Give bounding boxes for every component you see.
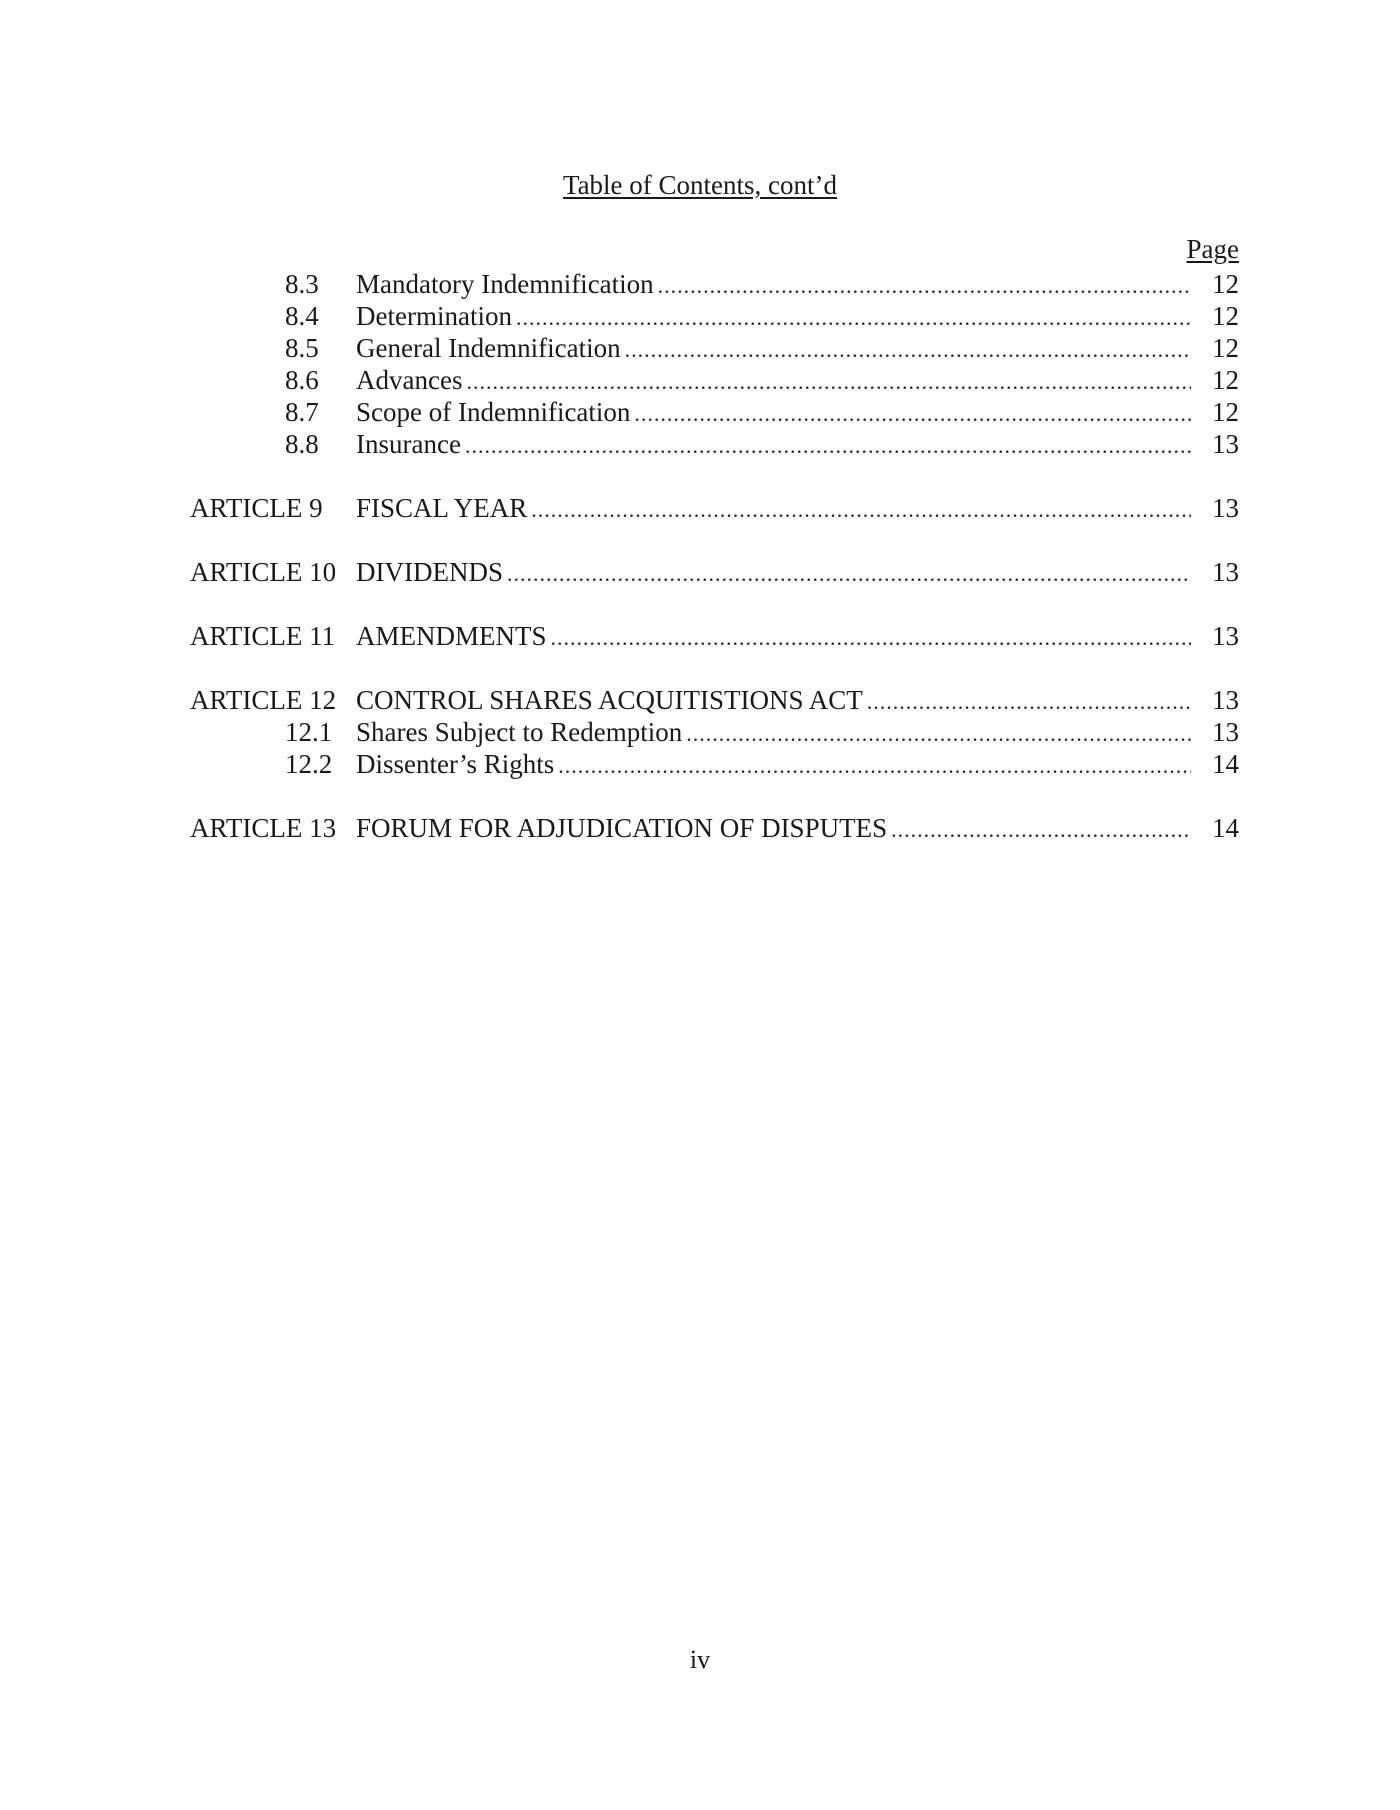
toc-entry-number: 8.4	[285, 301, 319, 331]
toc-entry-title: Determination	[356, 300, 516, 332]
page-column-header: Page	[1186, 234, 1239, 264]
toc-entry-article	[190, 556, 1239, 588]
toc-entry	[190, 268, 1239, 300]
toc-entry-title: Dissenter’s Rights	[356, 748, 558, 780]
toc-entry-title: FORUM FOR ADJUDICATION OF DISPUTES	[356, 812, 891, 844]
toc-entry-title: DIVIDENDS	[356, 556, 507, 588]
toc-entry-number: 8.6	[285, 365, 319, 395]
toc-entry-page: 14	[1212, 749, 1239, 779]
dot-leader	[625, 334, 1191, 366]
dot-leader	[531, 494, 1191, 526]
toc-entry-page: 12	[1212, 333, 1239, 363]
dot-leader	[558, 750, 1191, 782]
dot-leader	[516, 302, 1191, 334]
toc-entry-title: Insurance	[356, 428, 465, 460]
toc-entry	[190, 364, 1239, 396]
toc-entry-number: 12.2	[285, 749, 333, 779]
page-number: iv	[689, 1645, 711, 1674]
toc-entry-page: 13	[1212, 621, 1239, 651]
table-of-contents	[190, 268, 1239, 844]
dot-leader	[507, 558, 1191, 590]
toc-entry-article	[190, 620, 1239, 652]
toc-entry-page: 13	[1212, 685, 1239, 715]
toc-entry-number: ARTICLE 12	[190, 685, 337, 715]
toc-entry-number: ARTICLE 11	[190, 621, 336, 651]
dot-leader	[891, 814, 1191, 846]
toc-entry-number: ARTICLE 10	[190, 557, 337, 587]
dot-leader	[551, 622, 1191, 654]
toc-entry-number: 8.5	[285, 333, 319, 363]
toc-entry-page: 13	[1212, 493, 1239, 523]
toc-entry-title: Shares Subject to Redemption	[356, 716, 686, 748]
toc-entry-page: 13	[1212, 557, 1239, 587]
toc-entry-number: ARTICLE 9	[190, 493, 323, 523]
toc-entry-page: 13	[1212, 429, 1239, 459]
toc-entry	[190, 300, 1239, 332]
toc-entry	[190, 396, 1239, 428]
toc-entry-title: Scope of Indemnification	[356, 396, 634, 428]
toc-entry	[190, 716, 1239, 748]
toc-entry-title: FISCAL YEAR	[356, 492, 531, 524]
toc-entry-title: General Indemnification	[356, 332, 625, 364]
toc-entry-page: 12	[1212, 365, 1239, 395]
page-title-text: Table of Contents, cont’d	[562, 170, 838, 200]
toc-entry-title: AMENDMENTS	[356, 620, 551, 652]
dot-leader	[634, 398, 1191, 430]
dot-leader	[686, 718, 1191, 750]
toc-entry-page: 12	[1212, 301, 1239, 331]
toc-entry-article	[190, 684, 1239, 716]
dot-leader	[466, 366, 1191, 398]
toc-entry-article	[190, 812, 1239, 844]
toc-entry-number: ARTICLE 13	[190, 813, 337, 843]
toc-entry	[190, 428, 1239, 460]
toc-entry-page: 14	[1212, 813, 1239, 843]
toc-entry-number: 8.8	[285, 429, 319, 459]
toc-entry-title: Advances	[356, 364, 466, 396]
page-title	[0, 170, 1400, 200]
toc-entry-page: 13	[1212, 717, 1239, 747]
toc-entry	[190, 748, 1239, 780]
dot-leader	[465, 430, 1191, 462]
dot-leader	[867, 686, 1191, 718]
toc-entry-title: CONTROL SHARES ACQUITISTIONS ACT	[356, 684, 867, 716]
toc-entry-page: 12	[1212, 269, 1239, 299]
toc-entry-article	[190, 492, 1239, 524]
toc-entry	[190, 332, 1239, 364]
toc-entry-title: Mandatory Indemnification	[356, 268, 658, 300]
toc-entry-number: 12.1	[285, 717, 333, 747]
toc-entry-page: 12	[1212, 397, 1239, 427]
dot-leader	[658, 270, 1191, 302]
toc-entry-number: 8.7	[285, 397, 319, 427]
toc-entry-number: 8.3	[285, 269, 319, 299]
